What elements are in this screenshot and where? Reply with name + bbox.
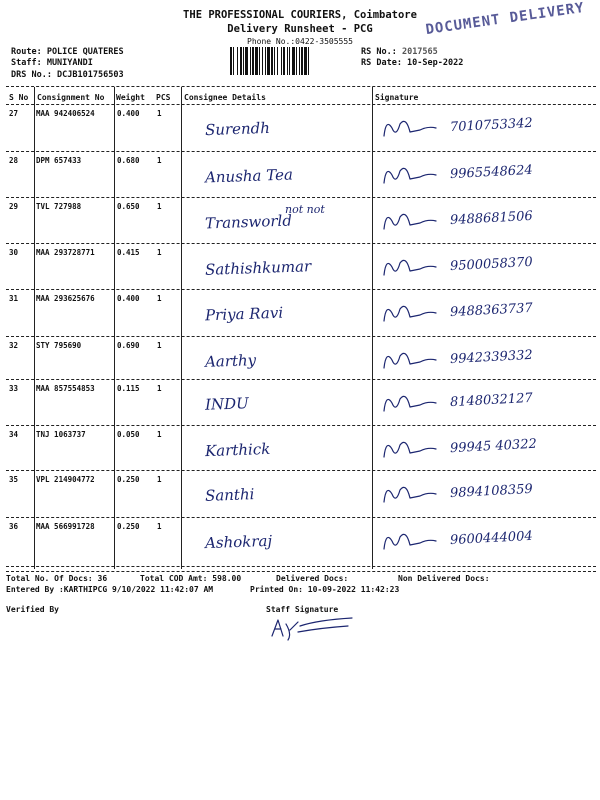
barcode-bar [277,47,278,75]
row-weight: 0.250 [117,522,140,531]
row-signature-phone: 9488681506 [449,208,534,229]
row-pcs: 1 [157,248,162,257]
barcode-bar [265,47,266,75]
row-consignee-handwriting: Priya Ravi [204,303,284,325]
row-consignee-handwriting: Transworld [204,211,293,233]
row-separator [6,151,596,152]
row-signature-phone: 9965548624 [449,162,534,183]
barcode-bar [245,47,248,75]
barcode-bar [308,47,309,75]
row-consignee-note: not not [285,203,325,216]
table-header-rule [6,104,596,105]
row-signature-phone: 7010753342 [449,115,534,136]
barcode-bar [296,47,297,75]
barcode-bar [267,47,270,75]
row-signature-phone: 9942339332 [449,347,534,368]
column-divider [34,87,35,569]
footer-rule [6,571,596,572]
printed-on: Printed On: 10-09-2022 11:42:23 [250,585,400,594]
column-divider [372,87,373,569]
row-pcs: 1 [157,522,162,531]
row-separator [6,197,596,198]
barcode-bar [283,47,285,75]
row-signature-scribble [380,389,440,419]
phone-number: Phone No.:0422-3505555 [247,37,353,46]
row-signature-scribble [380,435,440,465]
row-sno: 31 [9,294,19,303]
row-consignment-no: MAA 942406524 [36,109,95,118]
row-pcs: 1 [157,384,162,393]
row-sno: 33 [9,384,19,393]
barcode-bar [243,47,244,75]
row-sno: 34 [9,430,19,439]
entered-by: Entered By :KARTHIPCG 9/10/2022 11:42:07 AM [6,585,214,594]
row-sno: 28 [9,156,19,165]
barcode-bar [289,47,290,75]
row-consignee-handwriting: Surendh [204,118,271,140]
row-consignee-handwriting: Santhi [204,485,255,505]
document-title: THE PROFESSIONAL COURIERS, Coimbatore [183,9,417,21]
row-weight: 0.400 [117,294,140,303]
row-signature-phone: 99945 40322 [449,436,538,457]
barcode-bar [292,47,295,75]
row-pcs: 1 [157,156,162,165]
row-consignment-no: MAA 566991728 [36,522,95,531]
delivered-docs: Delivered Docs: [276,574,349,583]
document-subtitle: Delivery Runsheet - PCG [227,23,373,35]
barcode-bar [240,47,242,75]
col-header-weight: Weight [116,93,145,102]
row-signature-phone: 9894108359 [449,481,534,502]
row-pcs: 1 [157,475,162,484]
column-divider [181,87,182,569]
barcode-bar [271,47,273,75]
col-header-sno: S No [9,93,29,102]
barcode-bar [255,47,258,75]
barcode-bar [233,47,234,75]
row-weight: 0.115 [117,384,140,393]
col-header-pcs: PCS [156,93,171,102]
row-consignment-no: STY 795690 [36,341,82,350]
barcode-bar [262,47,263,75]
staff-signature [268,612,358,642]
row-pcs: 1 [157,294,162,303]
barcode-bar [230,47,232,75]
row-signature-scribble [380,299,440,329]
row-pcs: 1 [157,202,162,211]
row-consignment-no: MAA 857554853 [36,384,95,393]
row-signature-phone: 8148032127 [449,390,534,411]
row-sno: 36 [9,522,19,531]
route-label: Route: POLICE QUATERES [11,47,124,57]
verified-by: Verified By [6,605,59,614]
row-consignee-handwriting: Ashokraj [204,531,273,553]
row-signature-scribble [380,114,440,144]
row-weight: 0.690 [117,341,140,350]
barcode-bar [304,47,307,75]
col-header-consignment: Consignment No [37,93,105,102]
row-separator [6,566,596,567]
row-consignment-no: TNJ 1063737 [36,430,86,439]
barcode-bar [299,47,300,75]
row-sno: 35 [9,475,19,484]
row-pcs: 1 [157,430,162,439]
row-signature-scribble [380,207,440,237]
barcode-bar [237,47,238,75]
rs-date: RS Date: 10-Sep-2022 [361,58,464,68]
row-consignee-handwriting: Anusha Tea [204,165,294,187]
staff-signature-label: Staff Signature [266,605,339,614]
barcode-bar [301,47,303,75]
row-signature-scribble [380,161,440,191]
row-sno: 29 [9,202,19,211]
row-signature-phone: 9500058370 [449,254,534,275]
row-signature-scribble [380,527,440,557]
row-consignee-handwriting: Sathishkumar [204,257,312,279]
row-weight: 0.400 [117,109,140,118]
row-weight: 0.250 [117,475,140,484]
row-consignee-handwriting: INDU [204,394,250,414]
row-separator [6,517,596,518]
row-separator [6,425,596,426]
staff-label: Staff: MUNIYANDI [11,58,93,68]
col-header-signature: Signature [375,93,419,102]
barcode-bar [250,47,251,75]
row-consignee-handwriting: Aarthy [204,351,257,371]
row-pcs: 1 [157,109,162,118]
row-separator [6,379,596,380]
row-separator [6,243,596,244]
total-docs: Total No. Of Docs: 36 [6,574,108,583]
total-cod: Total COD Amt: 598.00 [140,574,242,583]
row-consignment-no: DPM 657433 [36,156,82,165]
row-consignment-no: VPL 214904772 [36,475,95,484]
row-consignment-no: TVL 727988 [36,202,82,211]
row-weight: 0.680 [117,156,140,165]
column-divider [114,87,115,569]
col-header-consignee: Consignee Details [184,93,266,102]
row-signature-scribble [380,480,440,510]
drs-number: DRS No.: DCJB101756503 [11,70,124,80]
row-consignee-handwriting: Karthick [204,439,271,461]
row-signature-phone: 9488363737 [449,300,534,321]
delivery-stamp: DOCUMENT DELIVERY [424,0,586,39]
row-sno: 32 [9,341,19,350]
non-delivered-docs: Non Delivered Docs: [398,574,490,583]
rs-number-label [361,47,438,57]
row-consignment-no: MAA 293625676 [36,294,95,303]
barcode-bar [274,47,275,75]
row-separator [6,289,596,290]
row-signature-phone: 9600444004 [449,528,534,549]
row-weight: 0.415 [117,248,140,257]
row-signature-scribble [380,346,440,376]
rs-number-value: 2017565 [401,47,438,57]
rs-number-caption: RS No.: [361,47,397,57]
row-weight: 0.650 [117,202,140,211]
row-consignment-no: MAA 293728771 [36,248,95,257]
row-sno: 27 [9,109,19,118]
barcode [230,47,356,75]
row-weight: 0.050 [117,430,140,439]
row-signature-scribble [380,253,440,283]
barcode-bar [252,47,254,75]
barcode-bar [259,47,260,75]
row-separator [6,470,596,471]
row-sno: 30 [9,248,19,257]
barcode-bar [281,47,282,75]
row-separator [6,336,596,337]
row-pcs: 1 [157,341,162,350]
table-top-rule [6,86,596,87]
barcode-bar [287,47,288,75]
